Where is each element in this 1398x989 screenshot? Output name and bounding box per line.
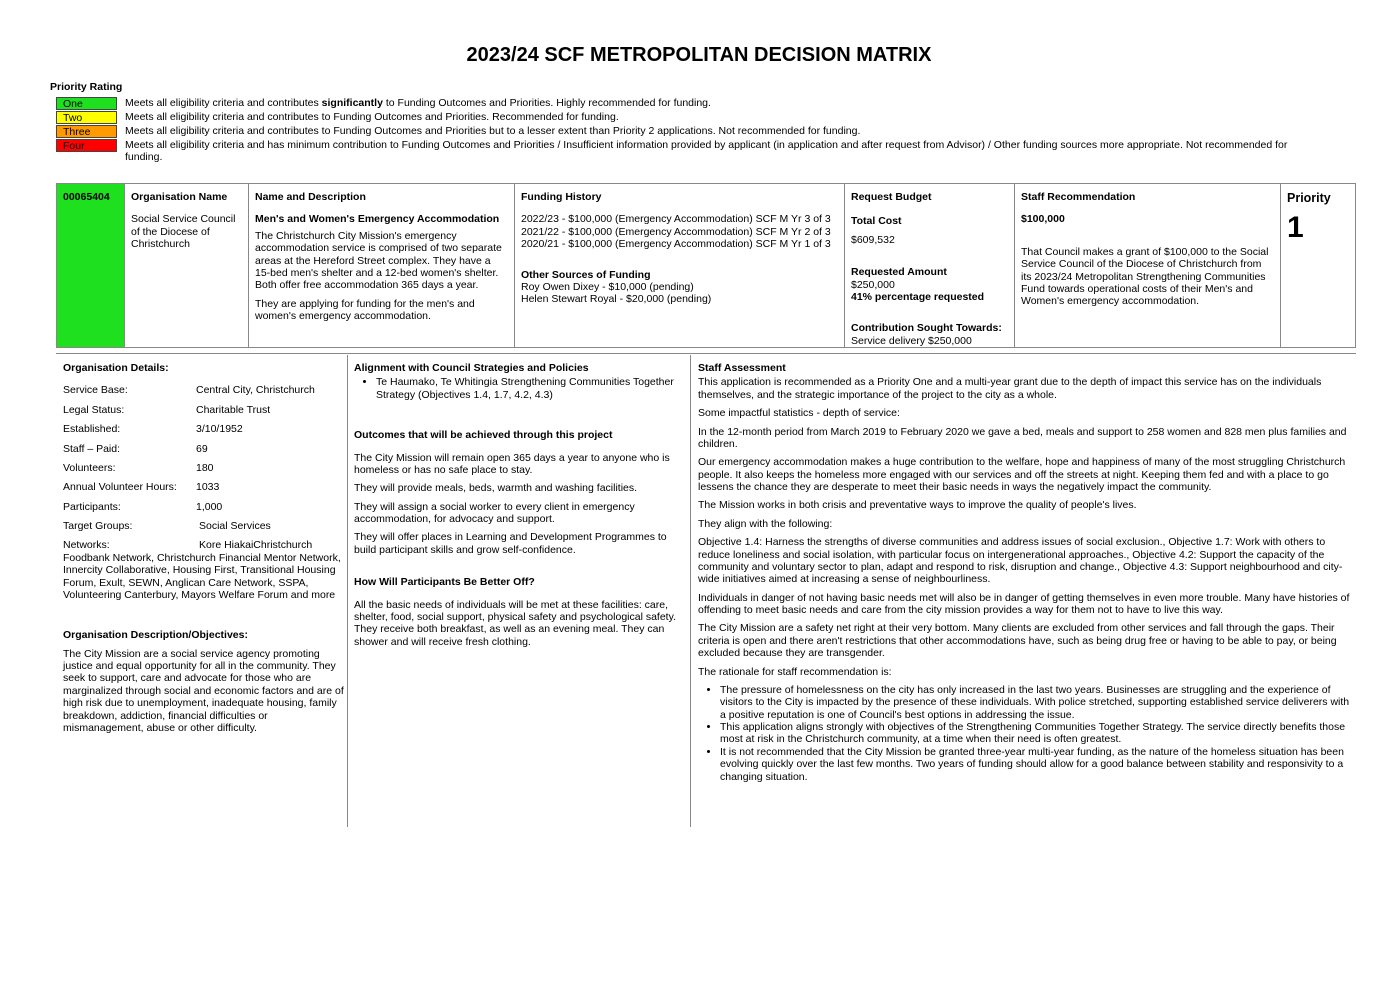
alignment-header: Alignment with Council Strategies and Policies [354,362,589,374]
org-details-header: Organisation Details: [63,362,169,374]
org-description-header: Organisation Description/Objectives: [63,629,248,642]
rationale-list [698,684,1350,783]
org-name-header: Organisation Name [131,191,228,203]
request-budget-cell [845,184,1015,347]
other-sources-header: Other Sources of Funding [521,268,651,281]
detail-row: Service Base: Central City, Christchurch [63,384,315,397]
assessment-paragraph: Some impactful statistics - depth of service: [698,407,900,420]
project-description-1: The Christchurch City Mission's emergency accommodation service is comprised of two separate areas at the Hereford Street complex. They have a 15-bed men's shelter and a 12-bed women's shelter. Both offer free accommodation 365 days a year. [255,229,502,292]
name-description-header: Name and Description [255,191,366,203]
application-summary-table [56,183,1356,348]
request-budget-header: Request Budget [851,191,932,203]
priority-cell [1281,184,1355,347]
detail-row: Legal Status: Charitable Trust [63,403,271,416]
other-source-item: Helen Stewart Royal - $20,000 (pending) [521,293,712,306]
better-off-text: All the basic needs of individuals will be met at these facilities: care, shelter, food, social support, physical safety and psychological safety. They receive both breakfast, as well as an evening meal. They can shower and will receive fresh clothing. [354,598,676,648]
application-id-cell [57,184,125,347]
project-name: Men's and Women's Emergency Accommodation [255,213,500,226]
outcome-item: They will offer places in Learning and Development Programmes to build participant skills and grow self-confidence. [354,531,667,556]
funding-history-cell [515,184,845,347]
swatch-three: Three [56,125,117,138]
outcome-item: The City Mission will remain open 365 days a year to anyone who is homeless or has no safe place to stay. [354,451,670,476]
contribution-label: Contribution Sought Towards: [851,322,1002,335]
total-cost-label: Total Cost [851,215,902,228]
requested-amount-value: $250,000 [851,278,895,291]
alignment-list [354,376,684,401]
staff-recommendation-cell [1015,184,1281,347]
detail-row: Staff – Paid: 69 [63,442,208,455]
total-cost-value: $609,532 [851,233,895,246]
assessment-paragraph: The Mission works in both crisis and preventative ways to improve the quality of people's lives. [698,499,1137,512]
org-name-cell [125,184,249,347]
rationale-item: • It is not recommended that the City Mission be granted three-year multi-year funding, as the nature of the homeless situation has been evolving quickly over the last few months. Two years of funding should allow for a good balance between stability and responsivity to a changing situation. [720,746,1350,783]
section-divider [56,353,1356,354]
assessment-paragraph: Our emergency accommodation makes a huge contribution to the welfare, hope and happiness of many of the most struggling Christchurch people. It also keeps the homeless more engaged with our services and off the streets at night. Keeping them fed and with a place to go lessens the chance they are desperate to meet their basic needs in ways the negatively impact the community. [698,456,1346,493]
column-divider [690,355,691,827]
priority-value: 1 [1287,210,1304,244]
detail-row: Participants: 1,000 [63,500,223,513]
staff-assessment-header: Staff Assessment [698,362,786,374]
outcome-item: They will assign a social worker to every client in emergency accommodation, for advocacy and support. [354,500,635,525]
priority-header: Priority [1287,191,1331,205]
other-source-item: Roy Owen Dixey - $10,000 (pending) [521,280,694,293]
funding-history-header: Funding History [521,191,602,203]
legend-text-three: Meets all eligibility criteria and contributes to Funding Outcomes and Priorities but to a lesser extent than Priority 2 applications. Not recommended for funding. [125,125,861,137]
alignment-column [354,362,684,654]
assessment-paragraph: This application is recommended as a Priority One and a multi-year grant due to the depth of impact this service has on the individuals themselves, and the strategic importance of the project to the city as a whole. [698,376,1322,401]
assessment-paragraph: The rationale for staff recommendation is: [698,665,892,678]
funding-history-item: 2022/23 - $100,000 (Emergency Accommodation) SCF M Yr 3 of 3 [521,213,831,226]
assessment-paragraph: The City Mission are a safety net right at their very bottom. Many clients are excluded from other services and fall through the gaps. Their criteria is open and there aren't restrictions that other accommodations have, such as being drug free or having to be able to pay, or being excluded because they are transgender. [698,622,1337,660]
percentage-requested: 41% percentage requested [851,290,985,303]
contribution-value: Service delivery $250,000 [851,334,972,347]
project-description-2: They are applying for funding for the men's and women's emergency accommodation. [255,297,475,322]
staff-recommendation-header: Staff Recommendation [1021,191,1136,203]
rationale-item: • This application aligns strongly with objectives of the Strengthening Communities Together Strategy. The service directly benefits those most at risk in the Christchurch community, at a time when their need is often greatest. [720,721,1350,746]
funding-history-item: 2020/21 - $100,000 (Emergency Accommodation) SCF M Yr 1 of 3 [521,238,831,251]
detail-row: Volunteers: 180 [63,461,214,474]
legend-row-two [56,111,1316,124]
org-description: The City Mission are a social service agency promoting justice and equal opportunity for all in the community. They seek to support, care and advocate for those who are marginalized through social and economic factors and are of high risk due to unemployment, inadequate housing, family breakdown, addiction, financial difficulties or mismanagement, abuse or other difficulty. [63,647,344,734]
name-description-cell [249,184,515,347]
alignment-item: • Te Haumako, Te Whitingia Strengthening Communities Together Strategy (Objectives 1.4, 1.7, 4.2, 4.3) [376,376,684,401]
legend-row-four [56,139,1316,163]
assessment-paragraph: Individuals in danger of not having basic needs met will also be in danger of getting themselves in even more trouble. Many have histories of offending to meet basic needs and care from the city mission provides a way for them not to have to live this way. [698,591,1350,616]
detail-row: Established: 3/10/1952 [63,423,243,436]
staff-assessment-column [698,362,1350,789]
outcome-item: They will provide meals, beds, warmth and washing facilities. [354,482,638,495]
swatch-one: One [56,97,117,110]
staff-recommendation-amount: $100,000 [1021,213,1065,226]
requested-amount-label: Requested Amount [851,266,947,279]
legend-text-four: Meets all eligibility criteria and has minimum contribution to Funding Outcomes and Priorities / Insufficient information provided by applicant (in application and after request from Advisor) / Other funding sources more appropriate. Not recommended for funding. [125,139,1288,163]
column-divider [347,355,348,827]
legend-row-one [56,97,1316,110]
rationale-item: • The pressure of homelessness on the city has only increased in the last two years. Businesses are struggling and the experience of visitors to the City is impacted by the presence of these individuals. With police stretched, supporting established service deliverers with a positive reputation is one of Council's best options in addressing the issue. [720,684,1350,721]
org-name: Social Service Council of the Diocese of Christchurch [131,213,236,251]
staff-recommendation-text: That Council makes a grant of $100,000 to the Social Service Council of the Diocese of Christchurch from its 2023/24 Metropolitan Strengthening Communities Fund towards operational costs of their Men's and Women's emergency accommodation. [1021,245,1269,308]
legend-text-one: Meets all eligibility criteria and contributes significantly to Funding Outcomes and Priorities. Highly recommended for funding. [125,97,711,109]
organisation-details-column [63,362,345,734]
priority-legend [56,97,1316,164]
legend-text-two: Meets all eligibility criteria and contributes to Funding Outcomes and Priorities. Recommended for funding. [125,111,619,123]
detail-row: Target Groups: Social Services [63,520,271,532]
application-id: 00065404 [63,191,110,203]
funding-history-item: 2021/22 - $100,000 (Emergency Accommodation) SCF M Yr 2 of 3 [521,225,831,238]
detail-row: Annual Volunteer Hours: 1033 [63,481,220,494]
networks: Networks: Kore HiakaiChristchurch Foodbank Network, Christchurch Financial Mentor Network, Innercity Collaborative, Housing First, Transitional Housing Forum, Exult, SEWN, Anglican Care Network, SSPA, Volunteering Canterbury, Mayors Welfare Forum and more [63,539,341,601]
assessment-paragraph: Objective 1.4: Harness the strengths of diverse communities and address issues of social exclusion., Objective 1.7: Work with others to reduce loneliness and social isolation, with particular focus on intergenerational approaches., Objective 4.2: Support the capacity of the community and voluntary sector to plan, adapt and respond to risk, disruption and change., Objective 4.3: Support neighbourhood and city-wide initiatives aimed at increasing a sense of neighbourliness. [698,536,1343,586]
legend-row-three [56,125,1316,138]
better-off-header: How Will Participants Be Better Off? [354,576,535,589]
assessment-paragraph: They align with the following: [698,517,833,530]
priority-rating-label: Priority Rating [50,81,123,93]
outcomes-header: Outcomes that will be achieved through this project [354,429,613,442]
swatch-four: Four [56,139,117,152]
page-title: 2023/24 SCF METROPOLITAN DECISION MATRIX [466,44,932,66]
assessment-paragraph: In the 12-month period from March 2019 to February 2020 we gave a bed, meals and support to 258 women and 828 men plus families and children. [698,425,1347,450]
swatch-two: Two [56,111,117,124]
